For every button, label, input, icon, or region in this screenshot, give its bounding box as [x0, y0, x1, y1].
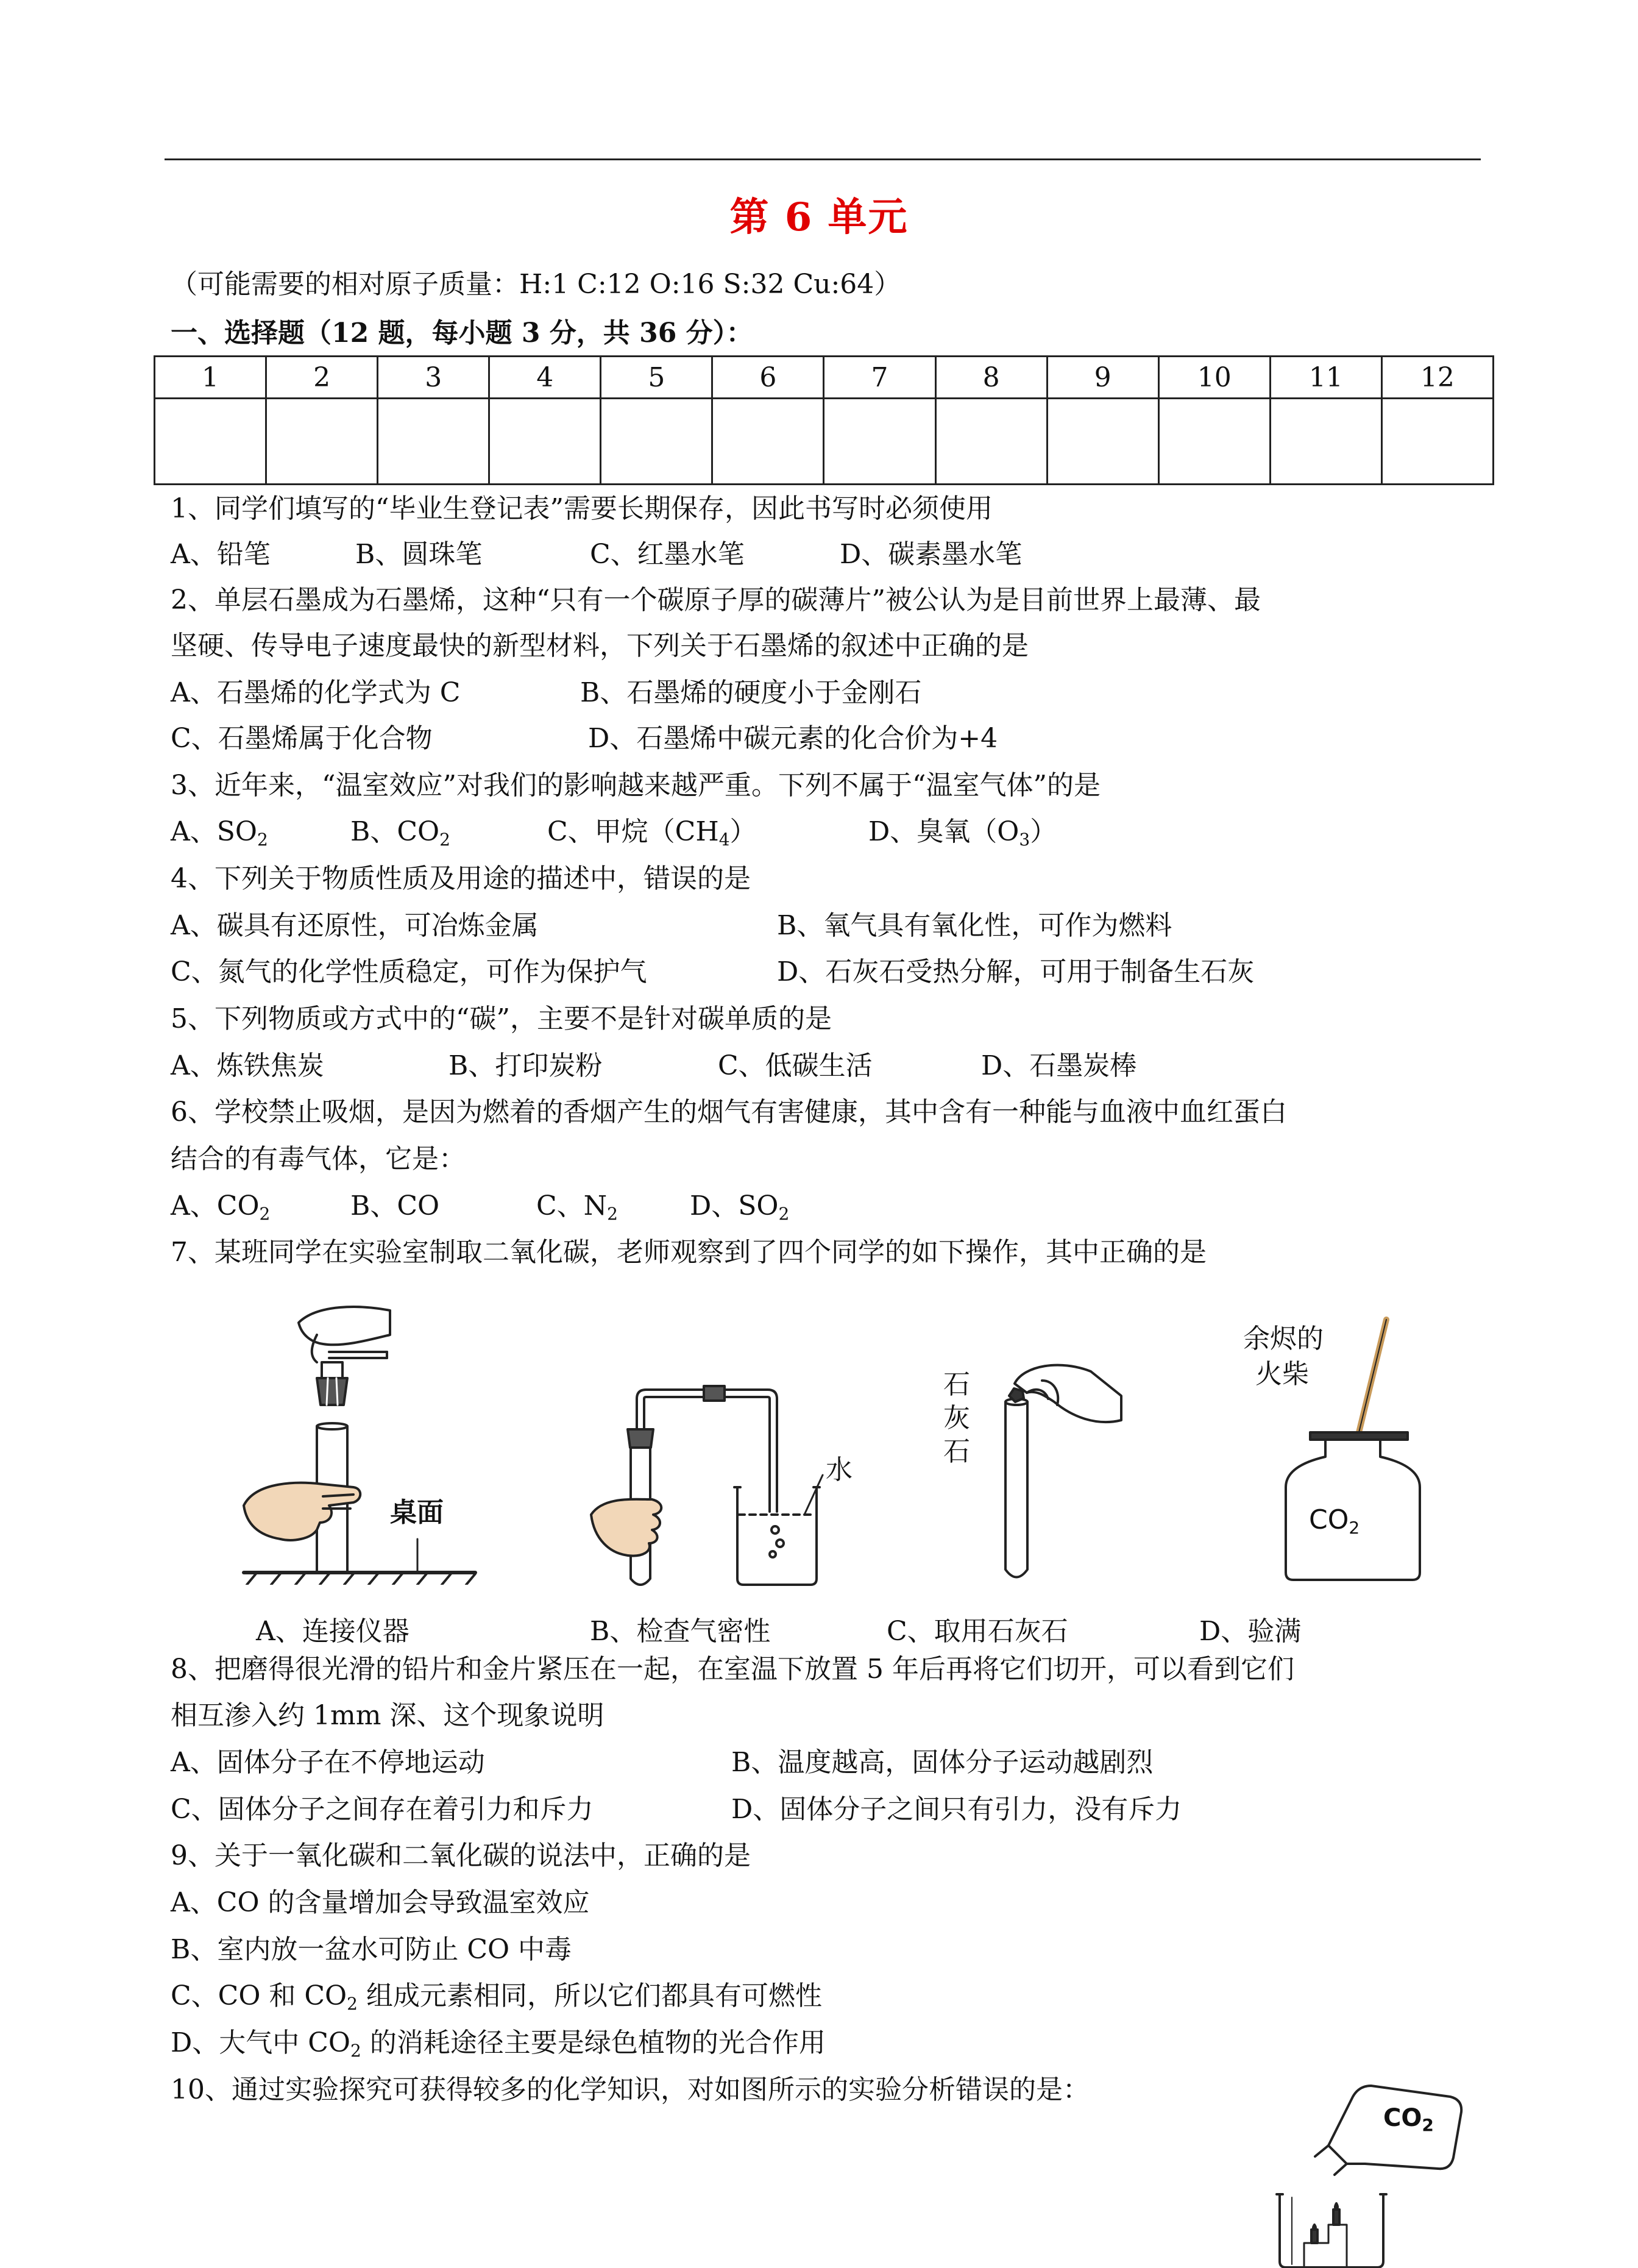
answer-number: 7 [824, 357, 935, 399]
answer-cell[interactable] [489, 399, 601, 485]
question-2-stem-line1: 2、单层石墨成为石墨烯，这种“只有一个碳原子厚的碳薄片”被公认为是目前世界上最薄、最 [171, 585, 1261, 616]
q8-option-b: B、温度越高，固体分子运动越剧烈 [731, 1747, 1154, 1778]
atomic-mass-note: （可能需要的相对原子质量：H:1 C:12 O:16 S:32 Cu:64） [171, 269, 901, 300]
q3-option-d: D、臭氧$(O_3)$ [868, 816, 1057, 850]
question-4-stem: 4、下列关于物质性质及用途的描述中，错误的是 [171, 863, 751, 894]
question-2-stem-line2: 坚硬、传导电子速度最快的新型材料，下列关于石墨烯的叙述中正确的是 [171, 630, 1029, 661]
figure-c-limestone-char-1: 石 [943, 1369, 970, 1400]
q7-option-c: C、取用石灰石 [887, 1616, 1068, 1647]
answer-cell[interactable] [1381, 399, 1493, 485]
answer-table-blank-row [155, 399, 1494, 485]
answer-cell[interactable] [824, 399, 935, 485]
q8-option-a: A、固体分子在不停地运动 [171, 1747, 485, 1778]
answer-table-header-row [155, 357, 1494, 399]
question-6-stem-line2: 结合的有毒气体，它是： [171, 1143, 466, 1175]
q2-option-a: A、石墨烯的化学式为 C [171, 677, 461, 708]
figure-a-connect-apparatus [232, 1298, 488, 1585]
figure-q10-pour-co2 [1255, 2072, 1487, 2268]
q9-option-b: B、室内放一盆水可防止 CO 中毒 [171, 1934, 572, 1965]
q7-option-a: A、连接仪器 [256, 1616, 410, 1647]
q2-option-c: C、石墨烯属于化合物 [171, 723, 433, 754]
q4-option-c: C、氮气的化学性质稳定，可作为保护气 [171, 956, 647, 987]
q6-option-d: D、$SO_2$ [690, 1190, 790, 1224]
q3-option-b: B、$CO_2$ [350, 816, 450, 850]
answer-number: 1 [155, 357, 266, 399]
q1-option-b: B、圆珠笔 [355, 539, 483, 570]
q4-option-a: A、碳具有还原性，可冶炼金属 [171, 910, 539, 941]
q6-option-a: A、$CO_2$ [171, 1190, 271, 1224]
q6-option-c: C、$N_2$ [536, 1190, 618, 1224]
q5-option-b: B、打印炭粉 [448, 1050, 603, 1081]
answer-number: 9 [1047, 357, 1158, 399]
answer-number: 10 [1158, 357, 1270, 399]
q7-option-d: D、验满 [1199, 1616, 1302, 1647]
q1-option-c: C、红墨水笔 [590, 539, 745, 570]
q8-option-d: D、固体分子之间只有引力，没有斥力 [731, 1794, 1182, 1825]
figure-q10-co2-label: $CO_2$ [1383, 2104, 1434, 2135]
answer-number: 6 [712, 357, 824, 399]
answer-number: 12 [1381, 357, 1493, 399]
q1-option-a: A、铅笔 [171, 539, 271, 570]
answer-cell[interactable] [155, 399, 266, 485]
question-5-stem: 5、下列物质或方式中的“碳”，主要不是针对碳单质的是 [171, 1003, 832, 1034]
figure-c-limestone-char-3: 石 [943, 1436, 970, 1467]
answer-number: 3 [378, 357, 489, 399]
question-8-stem-line2: 相互渗入约 1mm 深、这个现象说明 [171, 1700, 604, 1731]
q3-option-a: A、$SO_2$ [171, 816, 268, 850]
question-8-stem-line1: 8、把磨得很光滑的铅片和金片紧压在一起，在室温下放置 5 年后再将它们切开，可以看到它们 [171, 1654, 1294, 1685]
answer-cell[interactable] [1270, 399, 1381, 485]
answer-table [154, 355, 1494, 485]
question-1-stem: 1、同学们填写的“毕业生登记表”需要长期保存，因此书写时必须使用 [171, 493, 993, 524]
q2-option-b: B、石墨烯的硬度小于金刚石 [580, 677, 922, 708]
q5-option-d: D、石墨炭棒 [981, 1050, 1137, 1081]
q9-option-a: A、CO 的含量增加会导致温室效应 [171, 1887, 590, 1918]
q1-option-d: D、碳素墨水笔 [840, 539, 1023, 570]
question-3-stem: 3、近年来，“温室效应”对我们的影响越来越严重。下列不属于“温室气体”的是 [171, 770, 1101, 801]
answer-cell[interactable] [266, 399, 378, 485]
answer-number: 4 [489, 357, 601, 399]
question-6-stem-line1: 6、学校禁止吸烟，是因为燃着的香烟产生的烟气有害健康，其中含有一种能与血液中血红蛋白 [171, 1097, 1287, 1128]
q6-option-b: B、CO [350, 1190, 440, 1221]
answer-cell[interactable] [712, 399, 824, 485]
q4-option-d: D、石灰石受热分解，可用于制备生石灰 [777, 956, 1255, 987]
q9-option-d: D、大气中 $CO_2$ 的消耗途径主要是绿色植物的光合作用 [171, 2027, 826, 2061]
figure-c-take-limestone [969, 1359, 1127, 1591]
q4-option-b: B、氧气具有氧化性，可作为燃料 [777, 910, 1172, 941]
answer-number: 2 [266, 357, 378, 399]
q2-option-d: D、石墨烯中碳元素的化合价为+4 [588, 723, 998, 754]
q5-option-c: C、低碳生活 [718, 1050, 873, 1081]
figure-c-limestone-char-2: 灰 [943, 1402, 970, 1434]
page-title: 第 6 单元 [729, 194, 909, 240]
answer-cell[interactable] [935, 399, 1047, 485]
figure-d-match-label-2: 火柴 [1255, 1359, 1309, 1390]
answer-number: 11 [1270, 357, 1381, 399]
header-rule [165, 158, 1481, 160]
question-10-stem: 10、通过实验探究可获得较多的化学知识，对如图所示的实验分析错误的是： [171, 2074, 1090, 2105]
figure-a-desk-label: 桌面 [390, 1497, 444, 1528]
answer-cell[interactable] [1047, 399, 1158, 485]
answer-cell[interactable] [1158, 399, 1270, 485]
q5-option-a: A、炼铁焦炭 [171, 1050, 324, 1081]
figure-d-match-label-1: 余烬的 [1243, 1323, 1324, 1354]
answer-number: 8 [935, 357, 1047, 399]
question-7-stem: 7、某班同学在实验室制取二氧化碳，老师观察到了四个同学的如下操作，其中正确的是 [171, 1237, 1207, 1268]
figure-d-co2-label: $CO_2$ [1309, 1504, 1360, 1538]
answer-cell[interactable] [378, 399, 489, 485]
q7-option-b: B、检查气密性 [590, 1616, 771, 1647]
q9-option-c: C、CO 和 $CO_2$ 组成元素相同，所以它们都具有可燃性 [171, 1980, 822, 2014]
q3-option-c: C、甲烷$(CH_4)$ [547, 816, 757, 850]
figure-b-airtightness-check [585, 1384, 841, 1591]
figure-b-water-label: 水 [826, 1454, 853, 1485]
q8-option-c: C、固体分子之间存在着引力和斥力 [171, 1794, 594, 1825]
section-heading: 一、选择题（12 题，每小题 3 分，共 36 分）： [171, 318, 753, 349]
question-9-stem: 9、关于一氧化碳和二氧化碳的说法中，正确的是 [171, 1840, 751, 1871]
answer-cell[interactable] [601, 399, 712, 485]
answer-number: 5 [601, 357, 712, 399]
